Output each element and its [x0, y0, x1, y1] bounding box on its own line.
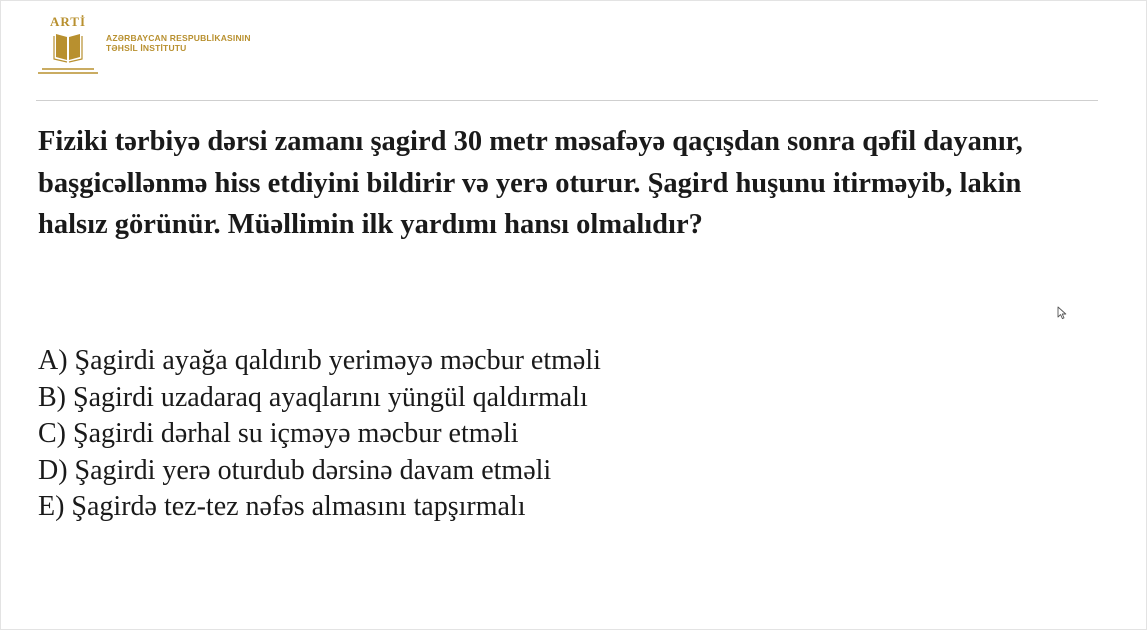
institute-line-2: TƏHSİL İNSTİTUTU [106, 43, 187, 53]
mouse-pointer-icon [1057, 306, 1067, 320]
option-a[interactable]: A) Şagirdi ayağa qaldırıb yeriməyə məcbur etməli [38, 345, 601, 376]
institute-name [106, 33, 251, 53]
arti-logo [36, 14, 100, 76]
option-b[interactable]: B) Şagirdi uzadaraq ayaqlarını yüngül qaldırmalı [38, 381, 588, 413]
option-d[interactable]: D) Şagirdi yerə oturdub dərsinə davam etməli [38, 454, 552, 486]
option-e[interactable]: E) Şagirdə tez-tez nəfəs almasını tapşırmalı [38, 491, 526, 523]
open-book-icon [36, 28, 100, 76]
header-divider [36, 100, 1098, 101]
option-c[interactable]: C) Şagirdi dərhal su içməyə məcbur etməli [38, 418, 519, 450]
question-text: Fiziki tərbiyə dərsi zamanı şagird 30 metr məsafəyə qaçışdan sonra qəfil dayanır, başgicəllənmə hiss etdiyini bildirir və yerə oturur. Şagird huşunu itirməyib, lakin halsız görünür. Müəllimin ilk yardımı hansı olmalıdır? [38, 126, 1023, 240]
answer-options [38, 343, 601, 526]
institute-line-1: AZƏRBAYCAN RESPUBLİKASININ [106, 33, 251, 43]
logo-text: ARTİ [49, 14, 87, 29]
